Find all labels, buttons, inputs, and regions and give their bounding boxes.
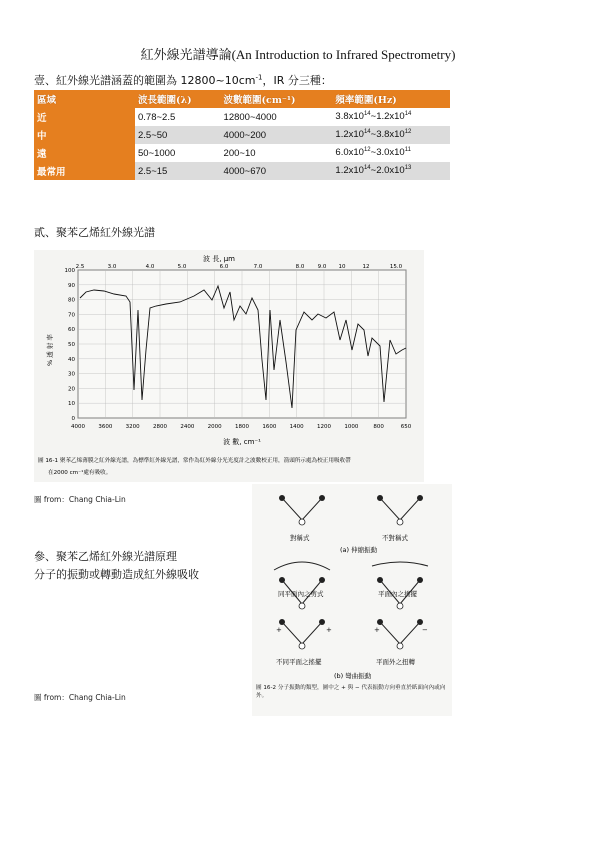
freq-part: 1.2x10 bbox=[335, 129, 364, 141]
vibration-caption: 圖 16-2 分子振動的類型，圖中之 + 與 − 代表振動方向垂直於紙面向內或向外。 bbox=[256, 685, 446, 699]
svg-text:+: + bbox=[374, 626, 380, 634]
header-frequency: 頻率範圍(Hz) bbox=[332, 90, 450, 108]
svg-text:+: + bbox=[276, 626, 282, 634]
wavelength-cell: 0.78~2.5 bbox=[138, 111, 176, 123]
top-tick-label: 12 bbox=[362, 264, 370, 270]
intro-line bbox=[34, 72, 332, 88]
wavenumber-cell: 200~10 bbox=[223, 147, 256, 159]
freq-exp: 14 bbox=[404, 111, 412, 118]
header-wavenumber: 波數範圍(cm⁻¹) bbox=[221, 90, 333, 108]
image-credit-1: 圖 from：Chang Chia-Lin bbox=[34, 495, 126, 504]
y-tick-label: 30 bbox=[68, 371, 75, 378]
bottom-tick-labels bbox=[71, 424, 412, 430]
bottom-tick-label: 2800 bbox=[153, 424, 167, 430]
y-tick-label: 70 bbox=[68, 312, 75, 319]
bottom-tick-label: 2000 bbox=[207, 424, 222, 430]
label-rocking: 平面內之搖擺 bbox=[378, 590, 417, 598]
y-tick-label: 100 bbox=[64, 268, 75, 274]
freq-exp: 12 bbox=[363, 147, 371, 154]
intro-suffix: ，IR 分三種： bbox=[262, 74, 332, 87]
bottom-tick-label: 800 bbox=[373, 424, 384, 430]
freq-part: ~3.0x10 bbox=[370, 147, 405, 159]
freq-exp: 13 bbox=[404, 165, 412, 172]
label-scissoring: 同平面內之剪式 bbox=[278, 590, 324, 598]
intro-sup: -1 bbox=[255, 73, 263, 82]
svg-text:−: − bbox=[422, 626, 428, 634]
part-b-label: (b) 彎曲振動 bbox=[334, 672, 372, 680]
vibration-modes-figure bbox=[252, 484, 452, 716]
top-tick-label: 8.0 bbox=[295, 264, 305, 270]
section3-heading: 參、聚苯乙烯紅外線光譜原理 bbox=[34, 550, 177, 563]
frequency-cell bbox=[332, 108, 450, 126]
y-tick-label: 0 bbox=[71, 416, 75, 422]
top-tick-label: 7.0 bbox=[253, 264, 263, 270]
y-tick-label: 40 bbox=[68, 356, 75, 363]
label-twisting: 平面外之扭轉 bbox=[376, 658, 415, 666]
freq-exp: 12 bbox=[404, 129, 412, 136]
freq-part: 1.2x10 bbox=[335, 165, 364, 177]
x-axis-label: 波 數, cm⁻¹ bbox=[223, 438, 261, 446]
table-header-row bbox=[34, 90, 450, 108]
spectrum-svg bbox=[34, 250, 424, 482]
table-row bbox=[34, 162, 450, 180]
bottom-tick-label: 1000 bbox=[344, 424, 359, 430]
label-symmetric: 對稱式 bbox=[290, 534, 310, 542]
region-cell: 中 bbox=[34, 126, 135, 144]
wavelength-cell: 50~1000 bbox=[138, 147, 176, 159]
top-tick-label: 9.0 bbox=[317, 264, 327, 270]
top-tick-label: 2.5 bbox=[75, 264, 85, 270]
frequency-cell bbox=[332, 144, 450, 162]
region-cell: 最常用 bbox=[34, 162, 135, 180]
y-tick-label: 80 bbox=[68, 297, 75, 304]
table-row bbox=[34, 108, 450, 126]
y-tick-label: 60 bbox=[68, 327, 75, 334]
vibration-caption-box bbox=[256, 684, 450, 716]
y-tick-label: 20 bbox=[68, 386, 75, 393]
bottom-tick-label: 1400 bbox=[289, 424, 304, 430]
table-row bbox=[34, 126, 450, 144]
header-region: 區域 bbox=[34, 90, 135, 108]
freq-exp: 14 bbox=[363, 165, 371, 172]
frequency-cell bbox=[332, 126, 450, 144]
bottom-tick-label: 2400 bbox=[180, 424, 195, 430]
freq-exp: 14 bbox=[363, 129, 371, 136]
header-wavelength: 波長範圍(λ) bbox=[135, 90, 221, 108]
vibration-svg bbox=[252, 484, 452, 716]
image-credit-2: 圖 from：Chang Chia-Lin bbox=[34, 693, 126, 702]
bottom-tick-label: 3600 bbox=[98, 424, 113, 430]
bottom-tick-label: 1800 bbox=[235, 424, 249, 430]
wavenumber-cell: 4000~200 bbox=[221, 126, 333, 144]
wavenumber-cell: 12800~4000 bbox=[223, 111, 277, 123]
section2-heading: 貳、聚苯乙烯紅外線光譜 bbox=[34, 226, 155, 239]
bottom-tick-label: 4000 bbox=[71, 424, 85, 430]
y-tick-label: 10 bbox=[68, 401, 75, 408]
y-axis-label: % 透 射 率 bbox=[46, 334, 54, 366]
section3-subtitle: 分子的振動或轉動造成紅外線吸收 bbox=[34, 568, 199, 581]
freq-exp: 14 bbox=[363, 111, 371, 118]
ir-range-table bbox=[34, 90, 450, 180]
top-tick-labels bbox=[76, 264, 403, 270]
region-cell: 近 bbox=[34, 108, 135, 126]
region-cell: 遠 bbox=[34, 144, 135, 162]
wavelength-cell: 2.5~50 bbox=[135, 126, 221, 144]
freq-part: ~1.2x10 bbox=[370, 111, 405, 123]
y-tick-labels bbox=[65, 268, 76, 422]
top-tick-label: 10 bbox=[338, 264, 346, 270]
spectrum-figure bbox=[34, 250, 424, 482]
bottom-tick-label: 3200 bbox=[125, 424, 140, 430]
freq-part: 6.0x10 bbox=[335, 147, 364, 159]
y-tick-label: 90 bbox=[68, 282, 75, 289]
top-axis-label: 波 長, μm bbox=[203, 255, 235, 263]
bottom-tick-label: 1200 bbox=[317, 424, 331, 430]
wavenumber-cell: 4000~670 bbox=[221, 162, 333, 180]
frequency-cell bbox=[332, 162, 450, 180]
part-a-label: (a) 伸縮振動 bbox=[340, 546, 378, 554]
svg-text:+: + bbox=[326, 626, 332, 634]
freq-part: ~2.0x10 bbox=[370, 165, 405, 177]
top-tick-label: 5.0 bbox=[177, 264, 187, 270]
intro-prefix: 壹、紅外線光譜涵蓋的範圍為 12800~10cm bbox=[34, 74, 256, 87]
top-tick-label: 15.0 bbox=[389, 264, 403, 270]
freq-exp: 11 bbox=[404, 147, 411, 154]
top-tick-label: 4.0 bbox=[145, 264, 155, 270]
figure-caption-line2: 在2000 cm⁻¹處有吸收。 bbox=[48, 470, 112, 476]
label-asymmetric: 不對稱式 bbox=[382, 534, 408, 542]
figure-caption-line1: 圖 16-1 聚苯乙烯薄膜之紅外線光譜，為標準紅外線光譜，常作為紅外線分光光度計之波數校正用，箭頭所示處為校正用吸收帶 bbox=[38, 458, 351, 464]
top-tick-label: 6.0 bbox=[219, 264, 229, 270]
table-row bbox=[34, 144, 450, 162]
freq-part: 3.8x10 bbox=[335, 111, 364, 123]
bottom-tick-label: 1600 bbox=[262, 424, 277, 430]
wavelength-cell: 2.5~15 bbox=[135, 162, 221, 180]
freq-part: ~3.8x10 bbox=[370, 129, 405, 141]
top-tick-label: 3.0 bbox=[107, 264, 117, 270]
page-title: 紅外線光譜導論(An Introduction to Infrared Spectrometry) bbox=[140, 47, 456, 62]
bottom-tick-label: 650 bbox=[400, 424, 412, 430]
label-wagging: 不同平面之搖擺 bbox=[276, 658, 322, 666]
y-tick-label: 50 bbox=[68, 342, 75, 348]
